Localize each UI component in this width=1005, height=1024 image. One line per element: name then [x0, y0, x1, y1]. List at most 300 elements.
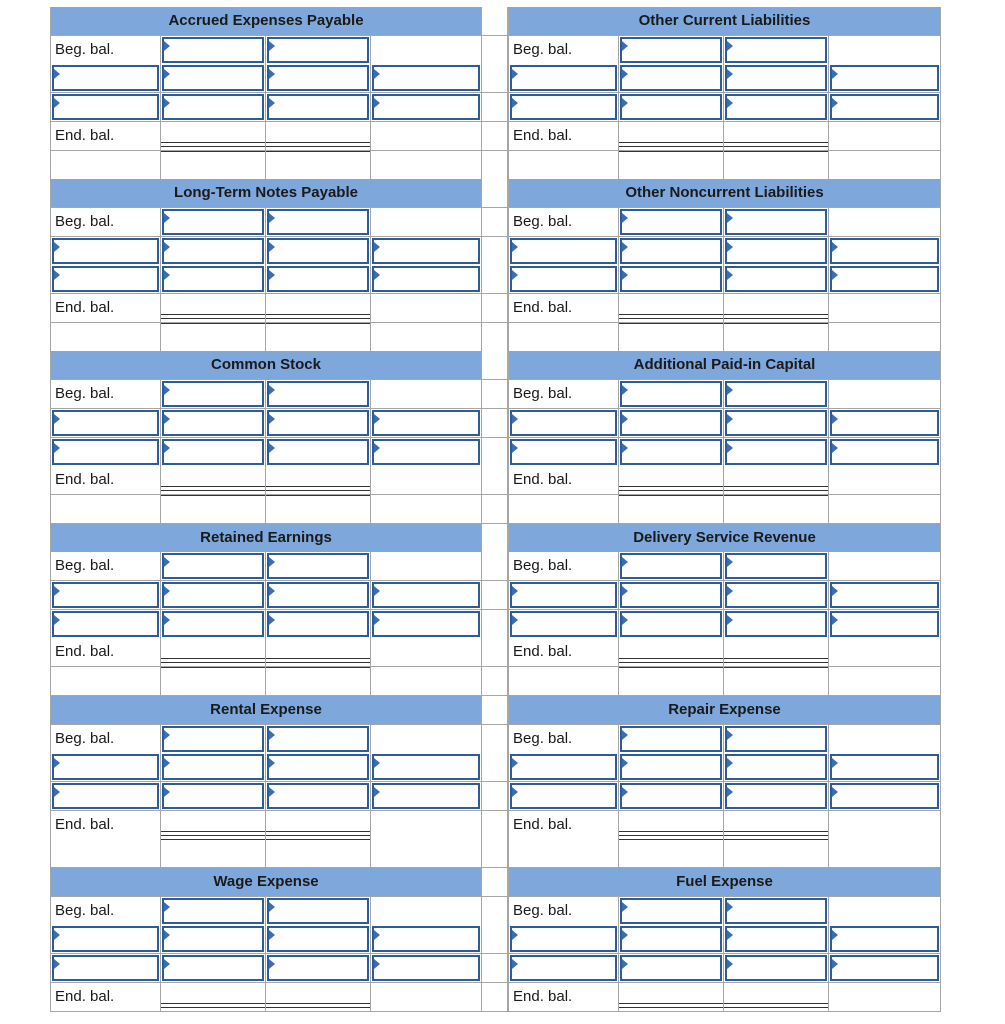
- grid-cell: [508, 64, 619, 93]
- beginning-balance-input[interactable]: [725, 898, 827, 924]
- beginning-balance-label: Beg. bal.: [50, 380, 161, 409]
- entry-description-select[interactable]: [510, 754, 617, 780]
- beginning-balance-input[interactable]: [725, 37, 827, 63]
- grid-cell: [161, 265, 266, 294]
- grid-cell: [724, 495, 829, 524]
- entry-amount-input[interactable]: [372, 582, 480, 608]
- grid-cell: [724, 93, 829, 122]
- grid-cell: [266, 610, 371, 639]
- entry-amount-input[interactable]: [725, 926, 827, 952]
- grid-cell: [50, 93, 161, 122]
- grid-cell: [619, 725, 724, 754]
- entry-amount-input[interactable]: [830, 783, 939, 809]
- grid-cell: [161, 925, 266, 954]
- grid-cell: [619, 265, 724, 294]
- grid-cell: [724, 380, 829, 409]
- ending-balance-value[interactable]: [619, 983, 724, 1012]
- beginning-balance-input[interactable]: [267, 37, 369, 63]
- rule-line: [266, 323, 370, 324]
- entry-description-select[interactable]: [510, 65, 617, 91]
- ending-balance-value[interactable]: [724, 811, 829, 840]
- grid-cell: [829, 495, 941, 524]
- grid-cell: [829, 36, 941, 65]
- dropdown-marker-icon: [374, 930, 380, 940]
- beginning-balance-input[interactable]: [725, 726, 827, 752]
- entry-amount-input[interactable]: [620, 238, 722, 264]
- dropdown-marker-icon: [269, 930, 275, 940]
- entry-description-select[interactable]: [510, 611, 617, 637]
- double-underline: [724, 486, 828, 491]
- account-title: Additional Paid-in Capital: [508, 351, 941, 380]
- dropdown-marker-icon: [832, 270, 838, 280]
- double-underline: [266, 486, 370, 491]
- ending-balance-value[interactable]: [266, 811, 371, 840]
- beginning-balance-input[interactable]: [620, 553, 722, 579]
- dropdown-marker-icon: [164, 557, 170, 567]
- entry-description-select[interactable]: [52, 94, 159, 120]
- entry-amount-input[interactable]: [725, 754, 827, 780]
- grid-cell: [266, 954, 371, 983]
- dropdown-marker-icon: [269, 414, 275, 424]
- grid-cell: [371, 36, 482, 65]
- entry-amount-input[interactable]: [162, 754, 264, 780]
- grid-cell: [161, 36, 266, 65]
- entry-amount-input[interactable]: [267, 65, 369, 91]
- entry-amount-input[interactable]: [830, 238, 939, 264]
- grid-cell: [371, 122, 482, 151]
- entry-description-select[interactable]: [52, 410, 159, 436]
- dropdown-marker-icon: [374, 98, 380, 108]
- entry-amount-input[interactable]: [267, 611, 369, 637]
- entry-amount-input[interactable]: [162, 410, 264, 436]
- entry-description-select[interactable]: [52, 439, 159, 465]
- entry-amount-input[interactable]: [830, 65, 939, 91]
- grid-cell: [482, 294, 508, 323]
- account-title: Other Current Liabilities: [508, 7, 941, 36]
- grid-cell: [829, 122, 941, 151]
- grid-cell: [829, 725, 941, 754]
- entry-amount-input[interactable]: [725, 955, 827, 981]
- beginning-balance-input[interactable]: [267, 898, 369, 924]
- rule-line: [724, 151, 828, 152]
- entry-amount-input[interactable]: [162, 955, 264, 981]
- grid-cell: [724, 954, 829, 983]
- grid-cell: [371, 466, 482, 495]
- entry-amount-input[interactable]: [620, 955, 722, 981]
- entry-amount-input[interactable]: [267, 783, 369, 809]
- grid-cell: [482, 839, 508, 868]
- grid-cell: [161, 610, 266, 639]
- beginning-balance-input[interactable]: [162, 553, 264, 579]
- double-underline: [161, 1003, 265, 1008]
- dropdown-marker-icon: [269, 385, 275, 395]
- grid-cell: [482, 265, 508, 294]
- grid-cell: [371, 380, 482, 409]
- dropdown-marker-icon: [832, 787, 838, 797]
- beginning-balance-input[interactable]: [725, 381, 827, 407]
- dropdown-marker-icon: [832, 69, 838, 79]
- grid-cell: [482, 237, 508, 266]
- grid-cell: [266, 552, 371, 581]
- grid-cell: [829, 93, 941, 122]
- entry-description-select[interactable]: [52, 611, 159, 637]
- entry-description-select[interactable]: [52, 926, 159, 952]
- grid-cell: [619, 323, 724, 352]
- dropdown-marker-icon: [727, 69, 733, 79]
- dropdown-marker-icon: [54, 586, 60, 596]
- entry-amount-input[interactable]: [830, 439, 939, 465]
- dropdown-marker-icon: [269, 213, 275, 223]
- grid-cell: [619, 409, 724, 438]
- entry-amount-input[interactable]: [162, 582, 264, 608]
- entry-amount-input[interactable]: [372, 611, 480, 637]
- beginning-balance-input[interactable]: [620, 37, 722, 63]
- beginning-balance-input[interactable]: [267, 726, 369, 752]
- entry-description-select[interactable]: [510, 410, 617, 436]
- entry-description-select[interactable]: [52, 955, 159, 981]
- entry-description-select[interactable]: [52, 582, 159, 608]
- entry-amount-input[interactable]: [162, 94, 264, 120]
- ending-balance-value[interactable]: [161, 122, 266, 151]
- entry-amount-input[interactable]: [267, 439, 369, 465]
- grid-cell: [482, 380, 508, 409]
- rule-line: [161, 151, 265, 152]
- double-underline: [161, 658, 265, 663]
- rule-line: [724, 667, 828, 668]
- entry-amount-input[interactable]: [372, 238, 480, 264]
- dropdown-marker-icon: [269, 787, 275, 797]
- entry-amount-input[interactable]: [267, 94, 369, 120]
- grid-cell: [508, 581, 619, 610]
- grid-cell: [619, 782, 724, 811]
- ending-balance-value[interactable]: [161, 638, 266, 667]
- beginning-balance-input[interactable]: [162, 898, 264, 924]
- grid-cell: [508, 782, 619, 811]
- grid-cell: [724, 64, 829, 93]
- entry-amount-input[interactable]: [372, 754, 480, 780]
- ending-balance-value[interactable]: [619, 466, 724, 495]
- entry-description-select[interactable]: [510, 266, 617, 292]
- entry-amount-input[interactable]: [725, 611, 827, 637]
- entry-amount-input[interactable]: [267, 238, 369, 264]
- entry-amount-input[interactable]: [620, 582, 722, 608]
- entry-amount-input[interactable]: [620, 926, 722, 952]
- beginning-balance-input[interactable]: [162, 209, 264, 235]
- entry-amount-input[interactable]: [620, 65, 722, 91]
- ending-balance-label: End. bal.: [50, 983, 161, 1012]
- entry-amount-input[interactable]: [620, 754, 722, 780]
- grid-cell: [829, 610, 941, 639]
- beginning-balance-row: [50, 380, 941, 409]
- header-row: [50, 696, 941, 725]
- entry-amount-input[interactable]: [725, 410, 827, 436]
- dropdown-marker-icon: [727, 930, 733, 940]
- entry-amount-input[interactable]: [725, 266, 827, 292]
- beginning-balance-row: [50, 897, 941, 926]
- grid-cell: [829, 380, 941, 409]
- ending-balance-row: [50, 122, 941, 151]
- rule-line: [619, 495, 723, 496]
- entry-amount-input[interactable]: [267, 926, 369, 952]
- double-underline: [619, 486, 723, 491]
- grid-cell: [724, 208, 829, 237]
- ending-balance-value[interactable]: [619, 811, 724, 840]
- dropdown-marker-icon: [164, 902, 170, 912]
- ending-balance-label: End. bal.: [50, 466, 161, 495]
- entry-amount-input[interactable]: [162, 65, 264, 91]
- entry-amount-input[interactable]: [620, 94, 722, 120]
- dropdown-marker-icon: [164, 758, 170, 768]
- ending-balance-value[interactable]: [266, 466, 371, 495]
- ending-balance-value[interactable]: [619, 122, 724, 151]
- spacer-row: [50, 151, 941, 180]
- grid-cell: [371, 811, 482, 840]
- beginning-balance-input[interactable]: [620, 726, 722, 752]
- double-underline: [724, 831, 828, 836]
- dropdown-marker-icon: [374, 758, 380, 768]
- dropdown-marker-icon: [164, 930, 170, 940]
- grid-cell: [371, 983, 482, 1012]
- ending-balance-value[interactable]: [724, 294, 829, 323]
- ending-balance-value[interactable]: [266, 638, 371, 667]
- entry-amount-input[interactable]: [162, 266, 264, 292]
- entry-amount-input[interactable]: [372, 65, 480, 91]
- entry-amount-input[interactable]: [162, 238, 264, 264]
- entry-description-select[interactable]: [510, 439, 617, 465]
- ending-balance-value[interactable]: [724, 466, 829, 495]
- beginning-balance-input[interactable]: [620, 209, 722, 235]
- grid-cell: [371, 237, 482, 266]
- beginning-balance-label: Beg. bal.: [508, 380, 619, 409]
- grid-cell: [829, 552, 941, 581]
- ending-balance-value[interactable]: [161, 811, 266, 840]
- entry-description-select[interactable]: [52, 783, 159, 809]
- beginning-balance-input[interactable]: [620, 381, 722, 407]
- account-title: Long-Term Notes Payable: [50, 179, 482, 208]
- dropdown-marker-icon: [727, 242, 733, 252]
- grid-cell: [619, 552, 724, 581]
- beginning-balance-input[interactable]: [267, 381, 369, 407]
- entry-amount-input[interactable]: [830, 955, 939, 981]
- dropdown-marker-icon: [164, 98, 170, 108]
- rule-line: [161, 495, 265, 496]
- grid-cell: [482, 983, 508, 1012]
- entry-description-select[interactable]: [510, 955, 617, 981]
- dropdown-marker-icon: [164, 270, 170, 280]
- dropdown-marker-icon: [54, 270, 60, 280]
- ending-balance-value[interactable]: [724, 983, 829, 1012]
- entry-amount-input[interactable]: [725, 439, 827, 465]
- dropdown-marker-icon: [727, 615, 733, 625]
- grid-cell: [161, 93, 266, 122]
- entry-description-select[interactable]: [510, 94, 617, 120]
- beginning-balance-input[interactable]: [725, 209, 827, 235]
- grid-cell: [266, 237, 371, 266]
- grid-cell: [266, 208, 371, 237]
- grid-cell: [829, 409, 941, 438]
- grid-cell: [50, 610, 161, 639]
- entry-amount-input[interactable]: [725, 238, 827, 264]
- grid-cell: [161, 753, 266, 782]
- beginning-balance-input[interactable]: [725, 553, 827, 579]
- entry-description-select[interactable]: [52, 266, 159, 292]
- dropdown-marker-icon: [512, 615, 518, 625]
- entry-amount-input[interactable]: [162, 439, 264, 465]
- ending-balance-value[interactable]: [724, 122, 829, 151]
- entry-amount-input[interactable]: [830, 94, 939, 120]
- ending-balance-value[interactable]: [266, 983, 371, 1012]
- grid-cell: [829, 897, 941, 926]
- grid-cell: [619, 925, 724, 954]
- dropdown-marker-icon: [622, 730, 628, 740]
- ending-balance-value[interactable]: [619, 638, 724, 667]
- ending-balance-value[interactable]: [161, 983, 266, 1012]
- entry-amount-input[interactable]: [372, 783, 480, 809]
- account-title: Retained Earnings: [50, 524, 482, 553]
- dropdown-marker-icon: [269, 270, 275, 280]
- spacer-cell: [482, 7, 508, 36]
- spacer-cell: [482, 868, 508, 897]
- ending-balance-value[interactable]: [619, 294, 724, 323]
- grid-cell: [482, 782, 508, 811]
- grid-cell: [829, 753, 941, 782]
- entry-amount-input[interactable]: [725, 783, 827, 809]
- grid-cell: [482, 552, 508, 581]
- dropdown-marker-icon: [727, 787, 733, 797]
- grid-cell: [724, 725, 829, 754]
- double-underline: [266, 831, 370, 836]
- entry-amount-input[interactable]: [830, 926, 939, 952]
- entry-amount-input[interactable]: [830, 754, 939, 780]
- double-underline: [619, 142, 723, 147]
- entry-amount-input[interactable]: [267, 754, 369, 780]
- entry-description-select[interactable]: [510, 926, 617, 952]
- dropdown-marker-icon: [622, 41, 628, 51]
- entry-amount-input[interactable]: [620, 783, 722, 809]
- spacer-row: [50, 667, 941, 696]
- entry-description-select[interactable]: [510, 238, 617, 264]
- spacer-row: [50, 495, 941, 524]
- grid-cell: [724, 782, 829, 811]
- entry-description-select[interactable]: [52, 65, 159, 91]
- entry-description-select[interactable]: [52, 238, 159, 264]
- grid-cell: [482, 581, 508, 610]
- entry-amount-input[interactable]: [267, 266, 369, 292]
- account-title: Other Noncurrent Liabilities: [508, 179, 941, 208]
- beginning-balance-input[interactable]: [267, 209, 369, 235]
- dropdown-marker-icon: [832, 414, 838, 424]
- entry-amount-input[interactable]: [372, 410, 480, 436]
- entry-amount-input[interactable]: [267, 582, 369, 608]
- entry-description-select[interactable]: [510, 783, 617, 809]
- entry-amount-input[interactable]: [372, 926, 480, 952]
- spacer-row: [50, 839, 941, 868]
- dropdown-marker-icon: [727, 213, 733, 223]
- entry-description-select[interactable]: [52, 754, 159, 780]
- grid-cell: [482, 36, 508, 65]
- entry-row: [50, 610, 941, 639]
- ending-balance-value[interactable]: [266, 294, 371, 323]
- beginning-balance-input[interactable]: [162, 381, 264, 407]
- dropdown-marker-icon: [164, 69, 170, 79]
- grid-cell: [508, 954, 619, 983]
- dropdown-marker-icon: [512, 443, 518, 453]
- beginning-balance-input[interactable]: [162, 37, 264, 63]
- entry-amount-input[interactable]: [267, 955, 369, 981]
- entry-amount-input[interactable]: [830, 611, 939, 637]
- entry-amount-input[interactable]: [372, 955, 480, 981]
- dropdown-marker-icon: [164, 41, 170, 51]
- entry-amount-input[interactable]: [830, 582, 939, 608]
- entry-amount-input[interactable]: [162, 611, 264, 637]
- ending-balance-value[interactable]: [161, 466, 266, 495]
- ending-balance-value[interactable]: [161, 294, 266, 323]
- grid-cell: [161, 380, 266, 409]
- grid-cell: [50, 323, 161, 352]
- spacer-cell: [482, 524, 508, 553]
- entry-row: [50, 954, 941, 983]
- entry-amount-input[interactable]: [725, 65, 827, 91]
- beginning-balance-input[interactable]: [267, 553, 369, 579]
- double-underline: [266, 658, 370, 663]
- beginning-balance-input[interactable]: [620, 898, 722, 924]
- beginning-balance-label: Beg. bal.: [50, 725, 161, 754]
- dropdown-marker-icon: [622, 930, 628, 940]
- grid-cell: [50, 753, 161, 782]
- grid-cell: [508, 438, 619, 467]
- entry-amount-input[interactable]: [620, 439, 722, 465]
- header-row: [50, 868, 941, 897]
- ending-balance-value[interactable]: [266, 122, 371, 151]
- entry-amount-input[interactable]: [162, 926, 264, 952]
- ending-balance-label: End. bal.: [50, 811, 161, 840]
- beginning-balance-label: Beg. bal.: [50, 552, 161, 581]
- double-underline: [724, 658, 828, 663]
- account-title: Common Stock: [50, 351, 482, 380]
- entry-amount-input[interactable]: [372, 439, 480, 465]
- dropdown-marker-icon: [374, 242, 380, 252]
- entry-amount-input[interactable]: [725, 94, 827, 120]
- account-title: Fuel Expense: [508, 868, 941, 897]
- double-underline: [619, 1003, 723, 1008]
- dropdown-marker-icon: [727, 959, 733, 969]
- ending-balance-value[interactable]: [724, 638, 829, 667]
- beginning-balance-label: Beg. bal.: [508, 552, 619, 581]
- entry-amount-input[interactable]: [725, 582, 827, 608]
- grid-cell: [619, 610, 724, 639]
- entry-amount-input[interactable]: [620, 611, 722, 637]
- beginning-balance-input[interactable]: [162, 726, 264, 752]
- entry-amount-input[interactable]: [620, 266, 722, 292]
- entry-description-select[interactable]: [510, 582, 617, 608]
- grid-cell: [371, 753, 482, 782]
- entry-amount-input[interactable]: [162, 783, 264, 809]
- rule-line: [619, 323, 723, 324]
- entry-amount-input[interactable]: [830, 410, 939, 436]
- entry-amount-input[interactable]: [372, 94, 480, 120]
- entry-amount-input[interactable]: [267, 410, 369, 436]
- entry-amount-input[interactable]: [830, 266, 939, 292]
- beginning-balance-label: Beg. bal.: [50, 36, 161, 65]
- grid-cell: [482, 638, 508, 667]
- grid-cell: [371, 638, 482, 667]
- grid-cell: [266, 409, 371, 438]
- entry-amount-input[interactable]: [372, 266, 480, 292]
- entry-amount-input[interactable]: [620, 410, 722, 436]
- grid-cell: [508, 610, 619, 639]
- entry-row: [50, 265, 941, 294]
- grid-cell: [161, 581, 266, 610]
